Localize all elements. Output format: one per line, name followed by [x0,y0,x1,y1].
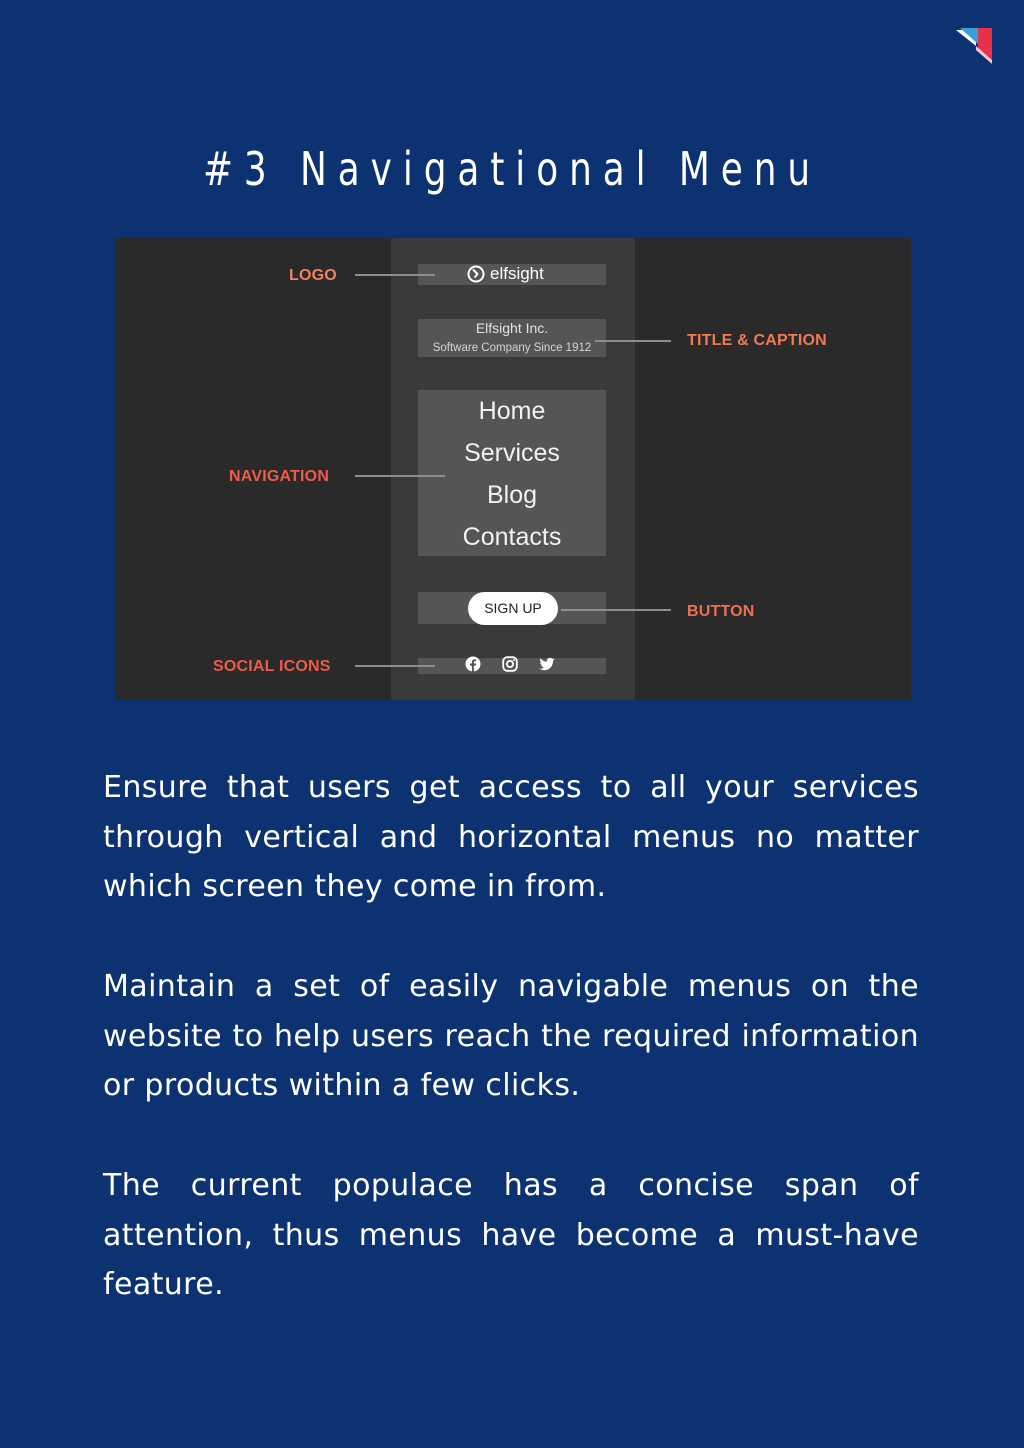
nav-item-blog[interactable]: Blog [486,481,538,509]
navigation-menu-mockup [115,238,911,700]
social-icons-row [465,656,555,672]
company-caption: Software Company Since 1912 [432,342,592,354]
nav-item-services[interactable]: Services [464,439,560,467]
nav-item-home[interactable]: Home [478,397,546,425]
page-title: #3 Navigational Menu [202,141,822,196]
connector-line-navigation [355,475,445,477]
body-paragraph-2: Maintain a set of easily navigable menus on the website to help users reach the required information or products within a few clicks. [103,969,919,1104]
elfsight-logo-icon [467,265,485,283]
annotation-title-caption: TITLE & CAPTION [687,332,827,349]
annotation-navigation: NAVIGATION [229,468,330,485]
body-paragraph-1: Ensure that users get access to all your services through vertical and horizontal menus no matter which screen they come in from. [103,770,919,905]
nav-list [418,390,606,558]
brand-flag-icon [952,26,998,68]
annotation-logo: LOGO [289,267,337,284]
annotation-social-icons: SOCIAL ICONS [213,658,331,675]
connector-line-social [355,665,435,667]
twitter-icon[interactable] [539,656,555,672]
sign-up-button[interactable]: SIGN UP [468,592,558,625]
instagram-icon[interactable] [502,656,518,672]
annotation-button: BUTTON [687,603,755,620]
connector-line-title [595,340,671,342]
nav-item-contacts[interactable]: Contacts [462,523,562,551]
company-name: Elfsight Inc. [475,320,549,336]
body-paragraph-3: The current populace has a concise span of attention, thus menus have become a must-have feature. [103,1168,919,1303]
connector-line-logo [355,274,435,276]
facebook-icon[interactable] [465,656,481,672]
brand-name: elfsight [490,264,544,283]
connector-line-button [561,609,671,611]
brand-logo[interactable] [467,263,544,285]
